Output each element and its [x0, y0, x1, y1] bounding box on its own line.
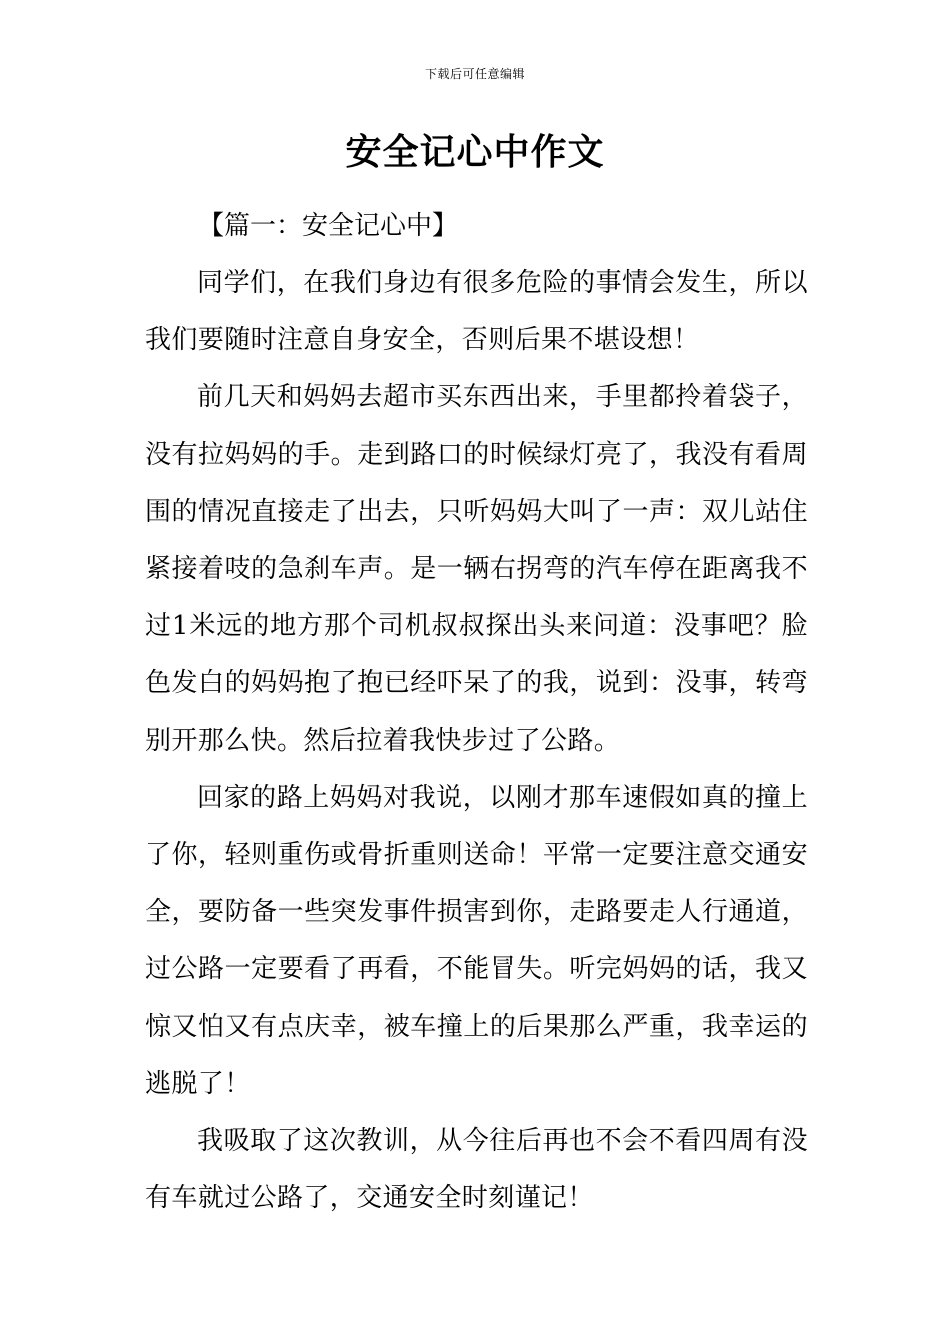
section-heading: 【篇一：安全记心中】: [198, 211, 459, 241]
paragraph-4: 我吸取了这次教训，从今往后再也不会不看四周有没有车就过公路了，交通安全时刻谨记！: [145, 1126, 808, 1214]
header-note: 下载后可任意编辑: [424, 67, 525, 81]
paragraph-1: 同学们，在我们身边有很多危险的事情会发生，所以我们要随时注意自身安全，否则后果不堪设想！: [145, 268, 808, 356]
document-title: 安全记心中作文: [345, 131, 605, 173]
document-body: [145, 198, 808, 1227]
paragraph-2: 前几天和妈妈去超市买东西出来，手里都拎着袋子，没有拉妈妈的手。走到路口的时候绿灯亮了，我没有看周围的情况直接走了出去，只听妈妈大叫了一声：双儿站住紧接着吱的急刹车声。是一辆右拐弯的汽车停在距离我不过1米远的地方那个司机叔叔探出头来问道：没事吧？脸色发白的妈妈抱了抱已经吓呆了的我，说到：没事，转弯别开那么快。然后拉着我快步过了公路。: [145, 382, 808, 756]
paragraph-3: 回家的路上妈妈对我说，以刚才那车速假如真的撞上了你，轻则重伤或骨折重则送命！平常一定要注意交通安全，要防备一些突发事件损害到你，走路要走人行通道，过公路一定要看了再看，不能冒失。听完妈妈的话，我又惊又怕又有点庆幸，被车撞上的后果那么严重，我幸运的逃脱了！: [145, 782, 808, 1099]
